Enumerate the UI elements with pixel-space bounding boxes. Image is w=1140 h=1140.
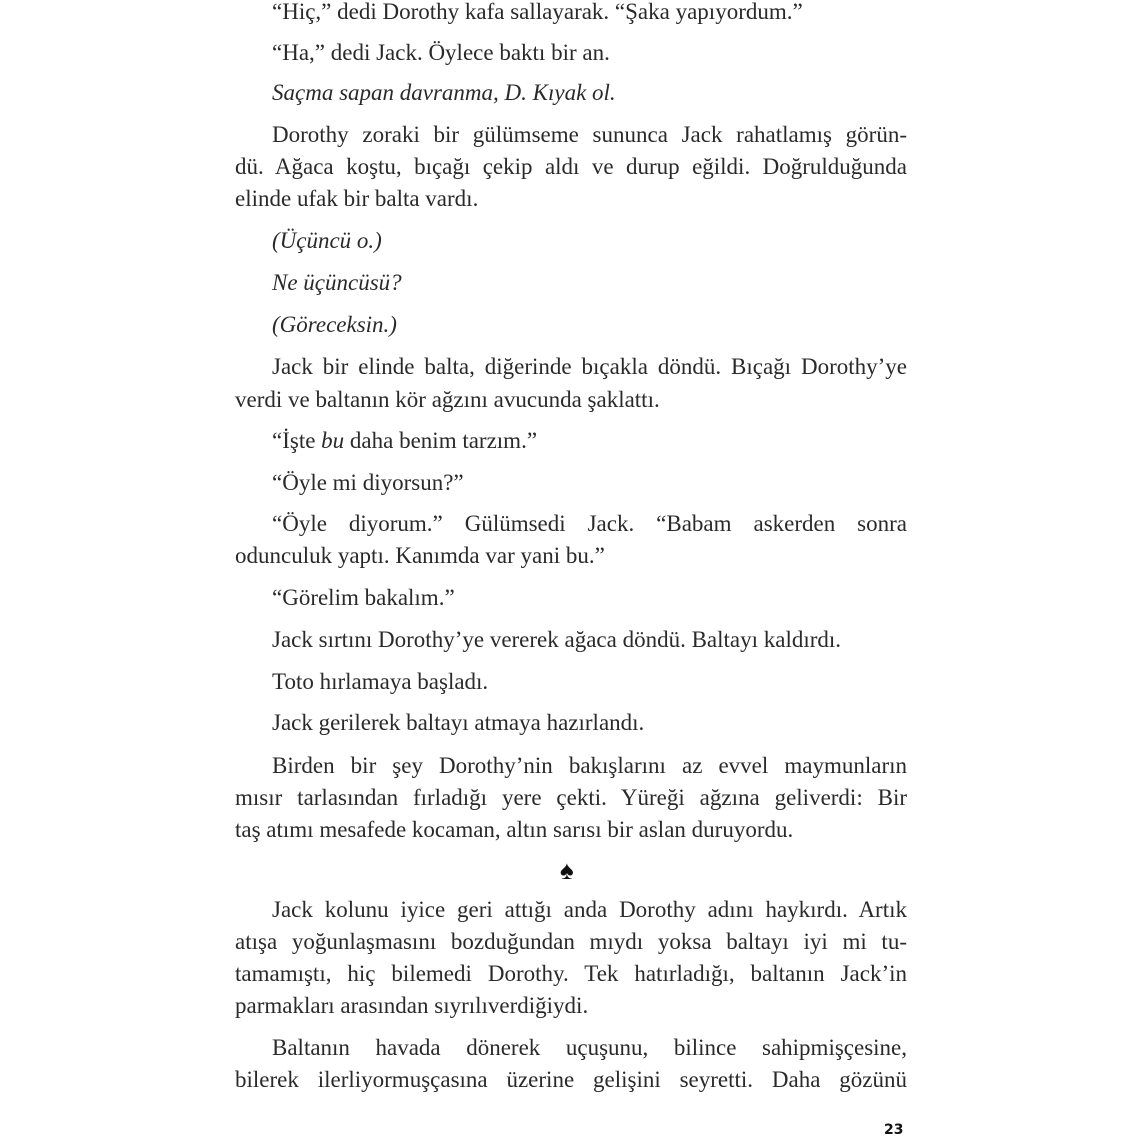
text-line: atışa yoğunlaşmasını bozduğundan mıydı yoksa baltayı iyi mi tu- <box>235 929 907 954</box>
text-line: Birden bir şey Dorothy’nin bakışlarını az evvel maymunların <box>272 753 907 778</box>
text-line: Jack kolunu iyice geri attığı anda Dorothy adını haykırdı. Artık <box>272 897 907 922</box>
text-line: Toto hırlamaya başladı. <box>272 669 489 694</box>
text-line: mısır tarlasından fırladığı yere çekti. Yüreği ağzına geliverdi: Bir <box>235 785 907 810</box>
emphasis-text: bu <box>321 428 345 453</box>
text-line: verdi ve baltanın kör ağzını avucunda şaklattı. <box>235 387 660 412</box>
text-line <box>272 428 907 454</box>
text-line: Jack gerilerek baltayı atmaya hazırlandı. <box>272 710 645 735</box>
italic-thought-line: Ne üçüncüsü? <box>272 270 402 295</box>
text-line: “Öyle mi diyorsun?” <box>272 470 464 495</box>
text-segment: “İşte <box>272 428 322 453</box>
italic-thought-line: Saçma sapan davranma, D. Kıyak ol. <box>272 80 616 105</box>
page-number: 23 <box>884 1122 904 1138</box>
italic-thought-line: (Göreceksin.) <box>272 312 397 337</box>
italic-thought-line: (Üçüncü o.) <box>272 228 382 253</box>
text-line: “Ha,” dedi Jack. Öylece baktı bir an. <box>272 40 610 65</box>
text-line: dü. Ağaca koştu, bıçağı çekip aldı ve durup eğildi. Doğrulduğunda <box>235 154 907 179</box>
text-line: Dorothy zoraki bir gülümseme sununca Jack rahatlamış görün- <box>272 122 907 147</box>
text-line: tamamıştı, hiç bilemedi Dorothy. Tek hatırladığı, baltanın Jack’in <box>235 961 907 986</box>
text-line: parmakları arasından sıyrılıverdiğiydi. <box>235 993 589 1018</box>
text-line: Jack bir elinde balta, diğerinde bıçakla döndü. Bıçağı Dorothy’ye <box>272 354 907 379</box>
text-line: Jack sırtını Dorothy’ye vererek ağaca döndü. Baltayı kaldırdı. <box>272 627 842 652</box>
text-line: bilerek ilerliyormuşçasına üzerine gelişini seyretti. Daha gözünü <box>235 1067 907 1092</box>
text-line: Baltanın havada dönerek uçuşunu, bilince sahipmişçesine, <box>272 1035 907 1060</box>
text-line: taş atımı mesafede kocaman, altın sarısı bir aslan duruyordu. <box>235 817 794 842</box>
text-line: “Hiç,” dedi Dorothy kafa sallayarak. “Şaka yapıyordum.” <box>272 0 803 24</box>
spade-section-break-icon: ♠ <box>560 856 574 885</box>
text-line: odunculuk yaptı. Kanımda var yani bu.” <box>235 543 605 568</box>
text-segment: daha benim tarzım.” <box>344 428 538 453</box>
text-line: “Görelim bakalım.” <box>272 585 455 610</box>
text-line: elinde ufak bir balta vardı. <box>235 186 479 211</box>
text-line: “Öyle diyorum.” Gülümsedi Jack. “Babam askerden sonra <box>272 511 907 536</box>
